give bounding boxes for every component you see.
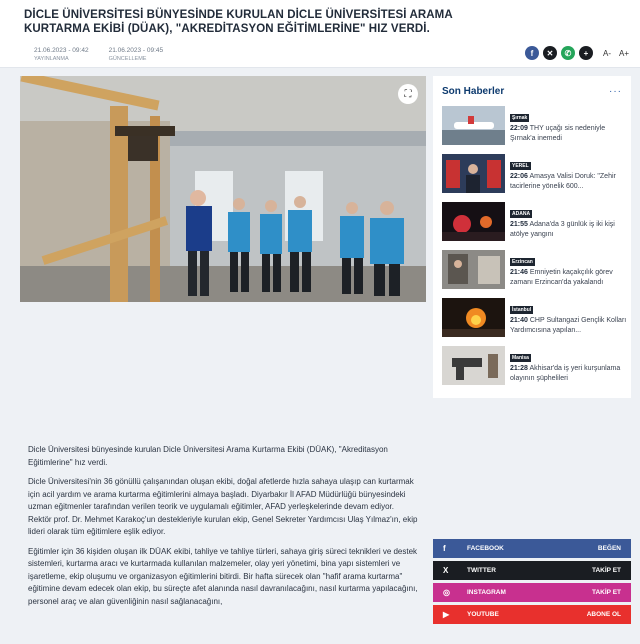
news-thumbnail-image xyxy=(442,250,505,289)
article-paragraph: Eğitimler için 36 kişiden oluşan ilk DÜAK ekibi, tahliye ve tahliye türleri, sahaya giriş süreci teknikleri ve destek sistemleri, kurtarma aracı ve kurtarmada kullanılan malzemeler, olay yeri yönetimi, bina yapı sistemleri ve işaretleme, ekip oluşumu ve organizasyon eğitimlerini bitirdi. Bir hafta sürecek olan "hafif arama kurtarma" eğitimine devam edecek olan ekip, bu süreçte afet alanında nasıl davranılacağını, nasıl kurtarma yapılacağını, personel araç ve alan güvenliğinin nasıl sağlanacağını, xyxy=(28,546,418,606)
share-bar xyxy=(525,46,629,60)
expand-icon[interactable]: ⛶ xyxy=(398,84,418,104)
more-icon[interactable]: ··· xyxy=(609,85,622,97)
news-time: 22:09 xyxy=(510,125,528,132)
news-category-tag: Erzincan xyxy=(512,259,533,265)
social-action: TAKİP ET xyxy=(591,589,621,596)
article-photo xyxy=(20,76,426,302)
plus-icon[interactable]: + xyxy=(579,46,593,60)
published-date: 21.06.2023 - 09:42 xyxy=(34,47,89,54)
social-action: TAKİP ET xyxy=(591,567,621,574)
instagram-follow-button[interactable] xyxy=(433,583,631,602)
whatsapp-icon[interactable]: ✆ xyxy=(561,46,575,60)
latest-news-title: Son Haberler xyxy=(442,85,505,97)
news-category-tag: YEREL xyxy=(512,163,529,169)
news-time: 22:06 xyxy=(510,173,528,180)
news-title[interactable]: Akhisar'da iş yeri kurşunlama olayının şüphelileri xyxy=(510,365,621,382)
latest-news-panel xyxy=(433,76,631,398)
news-category-tag: Manisa xyxy=(512,355,529,361)
news-title[interactable]: Amasya Valisi Doruk: "Zehir tacirlerine yönelik 600... xyxy=(510,173,616,190)
news-thumbnail xyxy=(442,154,505,193)
article-dates xyxy=(34,47,163,63)
social-action: ABONE OL xyxy=(586,611,621,618)
font-larger-button[interactable]: A+ xyxy=(619,48,630,58)
latest-news-header xyxy=(433,76,631,102)
news-thumbnail xyxy=(442,298,505,337)
news-thumbnail xyxy=(442,202,505,241)
news-thumbnail-image xyxy=(442,202,505,241)
article-headline: DİCLE ÜNİVERSİTESİ BÜNYESİNDE KURULAN DİCLE ÜNİVERSİTESİ ARAMA KURTARMA EKİBİ (DÜAK), "AKREDİTASYON EĞİTİMLERİNE" HIZ VERDİ. xyxy=(24,9,453,35)
news-item[interactable] xyxy=(433,106,628,154)
youtube-icon: ▶ xyxy=(443,610,450,619)
news-item[interactable] xyxy=(433,202,628,250)
twitter-follow-button[interactable] xyxy=(433,561,631,580)
news-thumbnail xyxy=(442,250,505,289)
news-category-tag: İstanbul xyxy=(512,307,532,313)
facebook-icon[interactable]: f xyxy=(525,46,539,60)
news-category-tag: Şırnak xyxy=(512,115,528,121)
social-name: FACEBOOK xyxy=(467,545,504,552)
x-icon[interactable]: ✕ xyxy=(543,46,557,60)
social-name: INSTAGRAM xyxy=(467,589,506,596)
social-action: BEĞEN xyxy=(597,545,621,552)
news-category-tag: ADANA xyxy=(512,211,531,217)
font-smaller-button[interactable]: A- xyxy=(603,48,611,58)
facebook-icon: f xyxy=(443,544,446,553)
news-item[interactable] xyxy=(433,346,628,394)
youtube-follow-button[interactable] xyxy=(433,605,631,624)
news-title[interactable]: THY uçağı sis nedeniyle Şırnak'a inemedi xyxy=(510,125,606,142)
updated-date: 21.06.2023 - 09:45 xyxy=(108,47,164,54)
published-date-block xyxy=(34,47,89,63)
updated-date-block xyxy=(109,47,164,63)
social-name: YOUTUBE xyxy=(467,611,499,618)
news-thumbnail-image xyxy=(442,346,505,385)
news-thumbnail-image xyxy=(442,298,505,337)
news-title[interactable]: CHP Sultangazi Gençlik Kolları Yardımcısına yapılan... xyxy=(510,317,627,334)
article-paragraph: Dicle Üniversitesi'nin 36 gönüllü çalışanından oluşan ekibi, doğal afetlerde hızla sahaya ulaşıp can kurtarmak için acil yardım ve arama kurtarma eğitimlerini almaya başladı. Diyarbakır İl AFAD Müdürlüğü bünyesindeki uzman eğitmenler tarafından verilen teorik ve uygulamalı eğitimler, AFAD yerleşkelerinde devam ediyor. Rektör prof. Dr. Mehmet Karakoç'un destekleriyle kurulan ekip, Genel Sekreter Yardımcısı Ulaş Yılmaz'ın, ekip lideri olarak tüm eğitimlere eşlik ediyor. xyxy=(28,477,418,536)
instagram-icon: ◎ xyxy=(443,588,450,597)
news-title[interactable]: Adana'da 3 günlük iş iki kişi atölye yangını xyxy=(510,221,615,238)
x-icon: X xyxy=(443,566,449,575)
facebook-follow-button[interactable] xyxy=(433,539,631,558)
article-body xyxy=(28,444,418,615)
news-time: 21:46 xyxy=(510,269,528,276)
training-photo-illustration xyxy=(20,76,426,302)
news-time: 21:28 xyxy=(510,365,528,372)
news-thumbnail xyxy=(442,346,505,385)
published-label: YAYINLANMA xyxy=(34,56,69,62)
article-paragraph: Dicle Üniversitesi bünyesinde kurulan Dicle Üniversitesi Arama Kurtarma Ekibi (DÜAK), "Akreditasyon Eğitimlerine" hız verdi. xyxy=(28,445,388,467)
news-thumbnail-image xyxy=(442,106,505,145)
news-item[interactable] xyxy=(433,298,628,346)
updated-label: GÜNCELLEME xyxy=(108,56,147,62)
news-title[interactable]: Emniyetin kaçakçılık görev zamanı Erzincan'da yakalandı xyxy=(510,269,613,286)
news-thumbnail xyxy=(442,106,505,145)
news-item[interactable] xyxy=(433,250,628,298)
news-thumbnail-image xyxy=(442,154,505,193)
news-time: 21:40 xyxy=(510,317,528,324)
social-name: TWITTER xyxy=(467,567,496,574)
news-time: 21:55 xyxy=(510,221,528,228)
news-item[interactable] xyxy=(433,154,628,202)
article-header xyxy=(0,0,640,68)
